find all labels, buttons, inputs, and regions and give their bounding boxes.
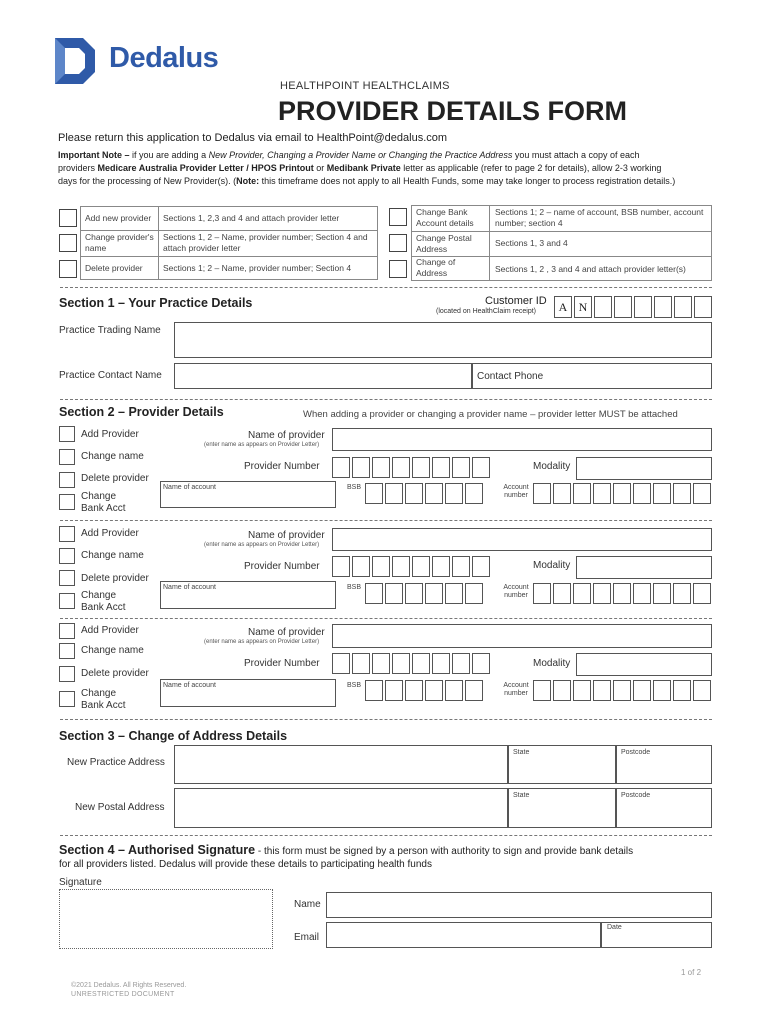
change-name-checkbox[interactable] (59, 449, 75, 465)
account-number-label: Account number (503, 584, 529, 599)
add-provider-checkbox[interactable] (59, 426, 75, 442)
delete-provider-checkbox[interactable] (59, 666, 75, 682)
postcode-label: Postcode (621, 792, 651, 799)
divider (60, 287, 712, 288)
change-name-label: Change name (81, 550, 144, 561)
modality-label: Modality (533, 461, 571, 472)
name-of-account-label: Name of account (163, 484, 216, 491)
customer-id-digit[interactable] (594, 296, 612, 318)
provider-number-label: Provider Number (244, 461, 320, 472)
section4-text1: - this form must be signed by a person with authority to sign and provide bank details (255, 846, 634, 857)
option-desc: Sections 1; 2 – Name, provider number; Section 4 (163, 263, 352, 273)
delete-provider-checkbox[interactable] (59, 260, 77, 278)
add-provider-label: Add Provider (81, 429, 139, 440)
add-provider-checkbox[interactable] (59, 623, 75, 639)
important-l3a: days for the processing of New Provider(s). ( (58, 176, 237, 186)
name-of-provider-field[interactable] (332, 624, 712, 648)
modality-label: Modality (533, 658, 571, 669)
name-of-account-label: Name of account (163, 584, 216, 591)
section4-title: Section 4 – Authorised Signature (59, 843, 256, 857)
name-of-provider-field[interactable] (332, 528, 712, 551)
delete-provider-checkbox[interactable] (59, 472, 75, 488)
important-l2e: letter as applicable (refer to page 2 for details), allow 2-3 working (400, 163, 662, 173)
delete-provider-checkbox[interactable] (59, 570, 75, 586)
section4-text2: for all providers listed. Dedalus will provide these details to participating health funds (59, 859, 432, 870)
important-l3b: Note: (236, 176, 260, 186)
logo (53, 36, 233, 86)
option-desc: Sections 1, 3 and 4 (495, 238, 568, 248)
delete-provider-label: Delete provider (81, 668, 149, 679)
name-of-provider-label: Name of provider (248, 627, 325, 638)
practice-contact-name-label: Practice Contact Name (59, 370, 162, 381)
change-of-address-checkbox[interactable] (389, 260, 407, 278)
state-label: State (513, 792, 530, 799)
customer-id-label: Customer ID (485, 295, 547, 307)
practice-trading-name-field[interactable] (174, 322, 712, 358)
option-desc: Sections 1, 2,3 and 4 and attach provider letter (163, 213, 340, 223)
section2-title: Section 2 – Provider Details (59, 405, 224, 419)
section2-note: When adding a provider or changing a provider name – provider letter MUST be attached (303, 409, 678, 420)
option-label: Change provider's name (85, 232, 154, 253)
bsb-label: BSB (347, 584, 362, 591)
name-of-provider-label: Name of provider (248, 430, 325, 441)
name-of-provider-field[interactable] (332, 428, 712, 451)
account-number-label: Account number (503, 484, 529, 499)
provider-number-label: Provider Number (244, 658, 320, 669)
delete-provider-label: Delete provider (81, 573, 149, 584)
practice-trading-name-label: Practice Trading Name (59, 325, 161, 336)
important-note (58, 149, 728, 188)
change-postal-address-checkbox[interactable] (389, 234, 407, 252)
option-desc: Sections 1; 2 – name of account, BSB number, account number; section 4 (495, 207, 704, 228)
add-provider-checkbox[interactable] (59, 526, 75, 542)
divider (60, 618, 712, 619)
change-name-label: Change name (81, 645, 144, 656)
divider (60, 399, 712, 400)
important-t1i: New Provider, Changing a Provider Name or Changing the Practice Address (208, 150, 513, 160)
classification: UNRESTRICTED DOCUMENT (71, 991, 175, 998)
customer-id-digit[interactable] (674, 296, 692, 318)
return-note: Please return this application to Dedalus via email to HealthPoint@dedalus.com (58, 132, 448, 144)
divider (60, 520, 712, 521)
important-label: Important Note – (58, 150, 133, 160)
bsb-label: BSB (347, 682, 362, 689)
customer-id-prefix-n: N (574, 296, 592, 318)
state-label: State (513, 749, 530, 756)
subtitle: HEALTHPOINT HEALTHCLAIMS (280, 80, 450, 92)
change-provider-name-checkbox[interactable] (59, 234, 77, 252)
copyright: ©2021 Dedalus. All Rights Reserved. (71, 982, 187, 989)
divider (60, 835, 712, 836)
customer-id-prefix-a: A (554, 296, 572, 318)
change-bank-account-checkbox[interactable] (389, 208, 407, 226)
delete-provider-label: Delete provider (81, 473, 149, 484)
divider (60, 719, 712, 720)
important-t1: if you are adding a (132, 150, 209, 160)
name-note: (enter name as appears on Provider Letter) (204, 639, 320, 645)
option-label: Delete provider (85, 263, 143, 273)
signature-field[interactable] (59, 889, 273, 949)
change-bank-acct-checkbox[interactable] (59, 593, 75, 609)
name-note: (enter name as appears on Provider Letter) (204, 542, 320, 548)
important-l3c: this timeframe does not apply to all Health Funds, some may take longer to process registration details.) (259, 176, 676, 186)
option-desc: Sections 1, 2 , 3 and 4 and attach provider letter(s) (495, 264, 686, 274)
option-label: Change Postal Address (416, 233, 472, 254)
change-bank-acct-label: Change Bank Acct (81, 491, 126, 514)
option-label: Change of Address (416, 257, 456, 278)
customer-id-note: (located on HealthClaim receipt) (436, 308, 536, 315)
practice-contact-name-field[interactable] (174, 363, 472, 389)
change-name-checkbox[interactable] (59, 643, 75, 659)
dedalus-logo-icon (53, 36, 97, 86)
modality-field[interactable] (576, 457, 712, 480)
important-l2d: Medibank Private (326, 163, 401, 173)
name-of-provider-label: Name of provider (248, 530, 325, 541)
provider-number-label: Provider Number (244, 561, 320, 572)
signatory-name-field[interactable] (326, 892, 712, 918)
name-of-account-label: Name of account (163, 682, 216, 689)
new-practice-address-label: New Practice Address (67, 757, 165, 768)
change-name-label: Change name (81, 451, 144, 462)
email-label: Email (294, 932, 320, 943)
modality-label: Modality (533, 560, 571, 571)
important-t2: you must attach a copy of each (512, 150, 640, 160)
important-l2a: providers (58, 163, 98, 173)
add-provider-label: Add Provider (81, 528, 139, 539)
change-name-checkbox[interactable] (59, 548, 75, 564)
customer-id-digit[interactable] (614, 296, 632, 318)
contact-phone-label: Contact Phone (477, 371, 544, 382)
add-new-provider-checkbox[interactable] (59, 209, 77, 227)
customer-id-digit[interactable] (694, 296, 712, 318)
change-bank-acct-label: Change Bank Acct (81, 590, 126, 613)
section3-title: Section 3 – Change of Address Details (59, 729, 288, 743)
add-provider-label: Add Provider (81, 625, 139, 636)
important-l2c: or (313, 163, 327, 173)
section4-heading (59, 843, 633, 857)
new-postal-address-label: New Postal Address (75, 802, 165, 813)
new-practice-address-field[interactable] (174, 745, 508, 784)
customer-id-digit[interactable] (654, 296, 672, 318)
page-title: PROVIDER DETAILS FORM (278, 96, 628, 126)
change-bank-acct-checkbox[interactable] (59, 494, 75, 510)
bsb-label: BSB (347, 484, 362, 491)
account-number-label: Account number (503, 682, 529, 697)
change-bank-acct-checkbox[interactable] (59, 691, 75, 707)
name-label: Name (294, 899, 321, 910)
name-note: (enter name as appears on Provider Letter) (204, 442, 320, 448)
modality-field[interactable] (576, 556, 712, 579)
option-label: Change Bank Account details (416, 207, 474, 228)
change-bank-acct-label: Change Bank Acct (81, 688, 126, 711)
option-label: Add new provider (85, 213, 152, 223)
customer-id-digit[interactable] (634, 296, 652, 318)
signature-label: Signature (59, 877, 102, 888)
date-label: Date (607, 924, 622, 931)
signatory-email-field[interactable] (326, 922, 601, 948)
page-number: 1 of 2 (681, 968, 702, 977)
modality-field[interactable] (576, 653, 712, 676)
new-postal-address-field[interactable] (174, 788, 508, 828)
important-l2b: Medicare Australia Provider Letter / HPOS Printout (97, 163, 314, 173)
postcode-label: Postcode (621, 749, 651, 756)
section1-title: Section 1 – Your Practice Details (59, 296, 253, 310)
option-desc: Sections 1, 2 – Name, provider number; Section 4 and attach provider letter (163, 232, 368, 253)
brand-name: Dedalus (109, 42, 219, 74)
